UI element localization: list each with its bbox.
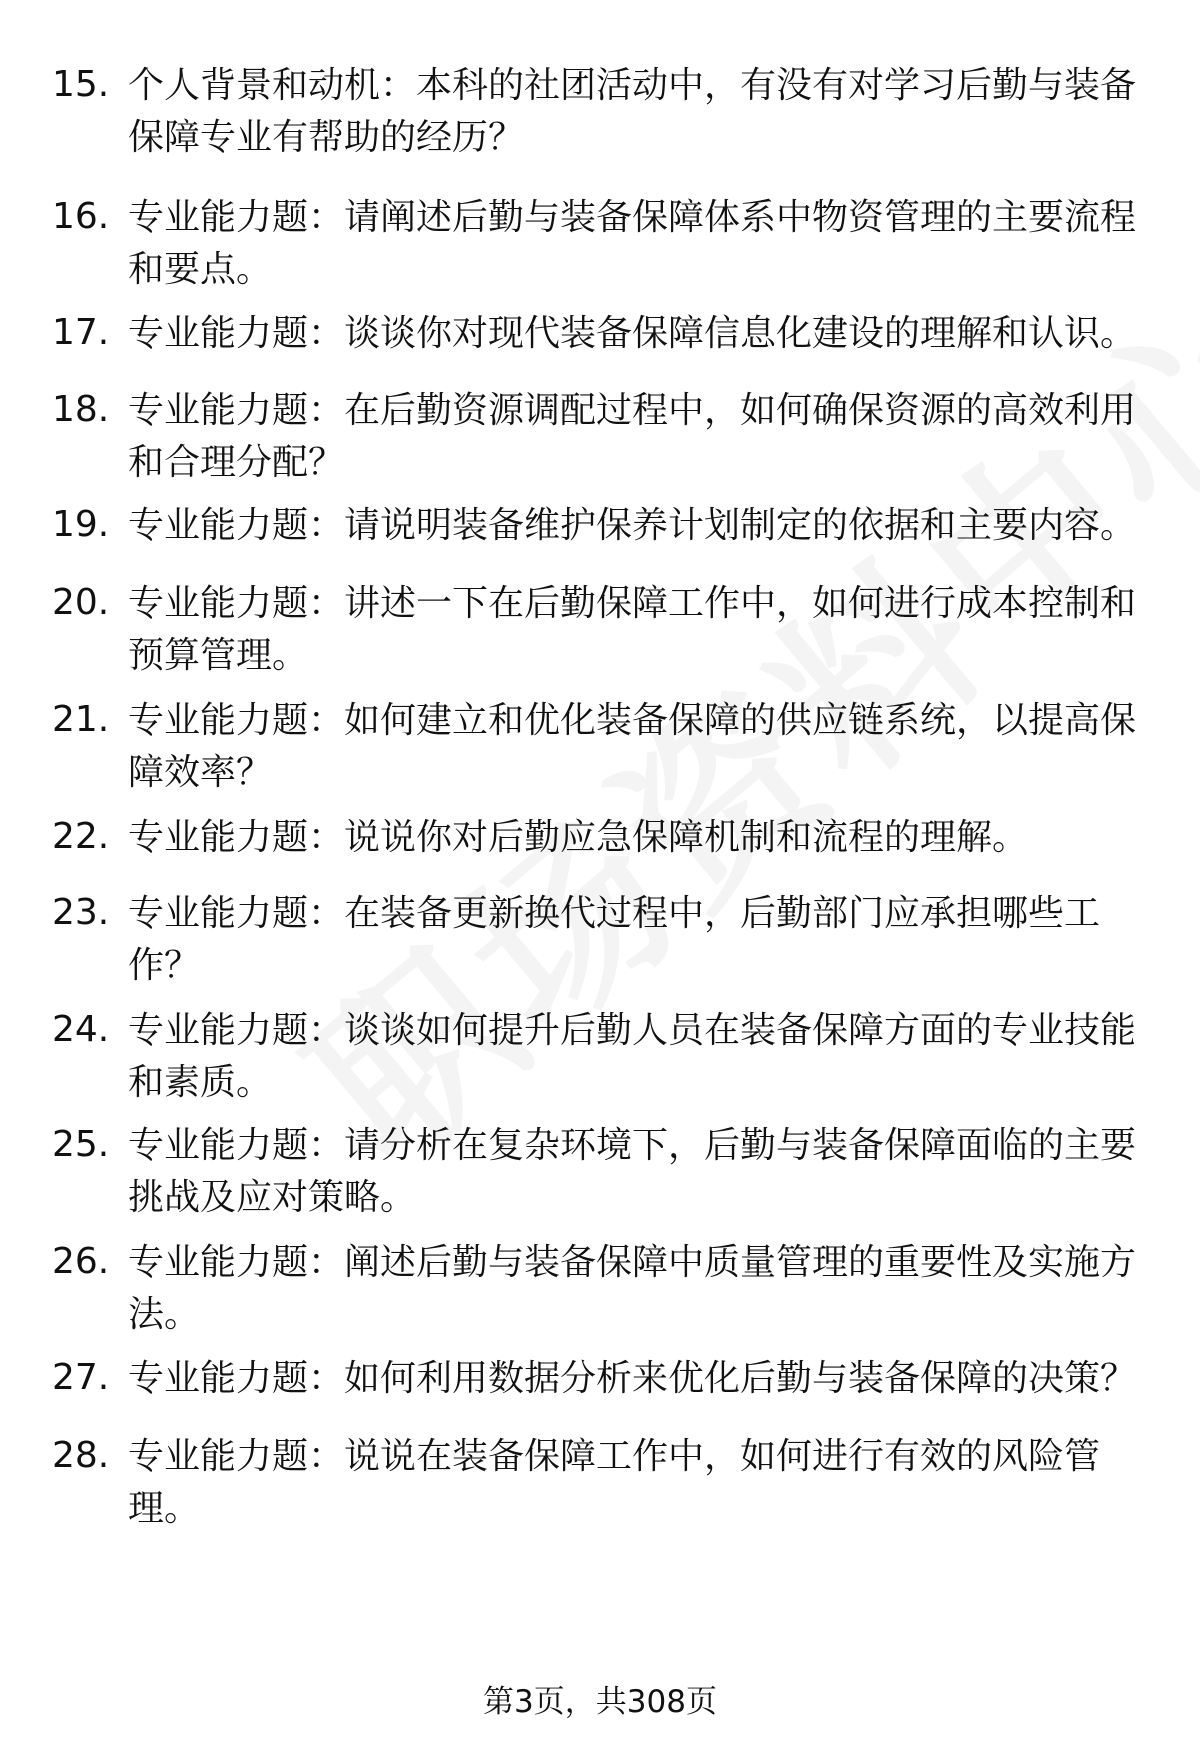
- item-number: 27.: [52, 1357, 110, 1398]
- item-number: 17.: [52, 312, 110, 353]
- item-text: 专业能力题：请分析在复杂环境下，后勤与装备保障面临的主要挑战及应对策略。: [128, 1125, 1137, 1218]
- item-text: 专业能力题：如何利用数据分析来优化后勤与装备保障的决策？: [128, 1358, 1137, 1399]
- item-number: 15.: [52, 64, 110, 105]
- item-number: 18.: [52, 389, 110, 430]
- item-number: 20.: [52, 582, 110, 623]
- item-number: 19.: [52, 504, 110, 545]
- item-text: 专业能力题：在后勤资源调配过程中，如何确保资源的高效利用和合理分配？: [128, 390, 1137, 483]
- item-text: 专业能力题：谈谈如何提升后勤人员在装备保障方面的专业技能和素质。: [128, 1010, 1137, 1103]
- item-number: 22.: [52, 816, 110, 857]
- item-text: 专业能力题：讲述一下在后勤保障工作中，如何进行成本控制和预算管理。: [128, 583, 1137, 676]
- item-number: 23.: [52, 892, 110, 933]
- item-number: 16.: [52, 196, 110, 237]
- item-text: 专业能力题：说说你对后勤应急保障机制和流程的理解。: [128, 817, 1029, 858]
- item-text: 专业能力题：请阐述后勤与装备保障体系中物资管理的主要流程和要点。: [128, 197, 1137, 290]
- item-text: 专业能力题：阐述后勤与装备保障中质量管理的重要性及实施方法。: [128, 1242, 1137, 1335]
- item-text: 专业能力题：如何建立和优化装备保障的供应链系统，以提高保障效率？: [128, 700, 1137, 793]
- page-footer: 第3页，共308页: [483, 1684, 717, 1720]
- item-number: 26.: [52, 1241, 110, 1282]
- item-text: 专业能力题：请说明装备维护保养计划制定的依据和主要内容。: [128, 505, 1137, 546]
- item-text: 专业能力题：说说在装备保障工作中，如何进行有效的风险管理。: [128, 1436, 1101, 1529]
- item-number: 25.: [52, 1124, 110, 1165]
- item-number: 28.: [52, 1435, 110, 1476]
- item-number: 24.: [52, 1009, 110, 1050]
- item-text: 专业能力题：在装备更新换代过程中，后勤部门应承担哪些工作？: [128, 893, 1101, 986]
- item-text: 个人背景和动机：本科的社团活动中，有没有对学习后勤与装备保障专业有帮助的经历？: [128, 65, 1137, 158]
- item-text: 专业能力题：谈谈你对现代装备保障信息化建设的理解和认识。: [128, 313, 1137, 354]
- item-number: 21.: [52, 699, 110, 740]
